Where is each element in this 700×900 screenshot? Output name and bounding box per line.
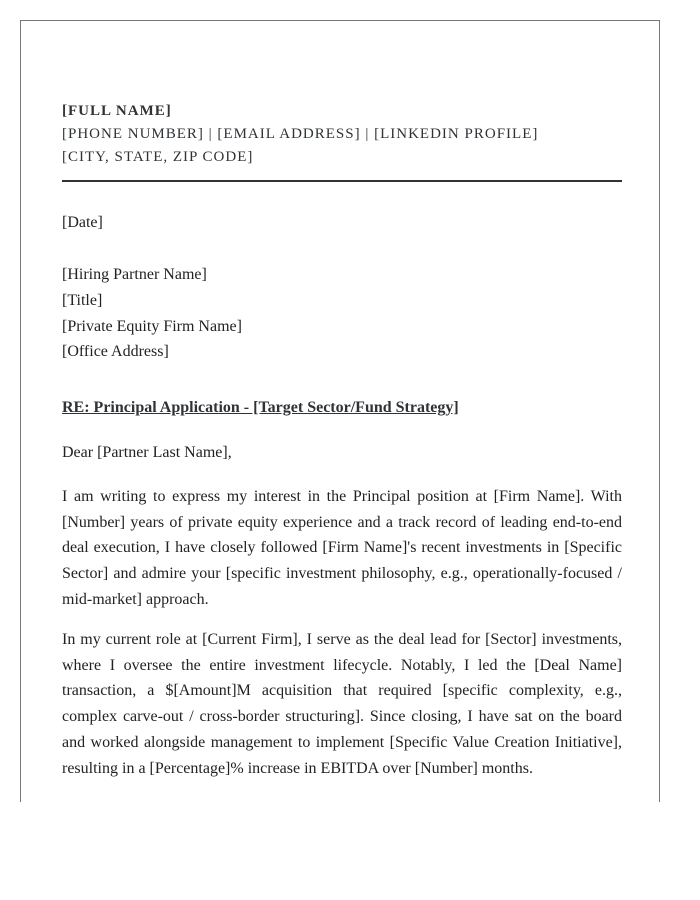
body-paragraph-2: In my current role at [Current Firm], I serve as the deal lead for [Sector] investments, where I oversee the entire investment lifecycle. Notably, I led the [Deal Name] transaction, a $[Amount]M acquisition that required [specific complexity, e.g., complex carve-out / cross-border structuring]. Since closing, I have sat on the board and worked alongside management to implement [Specific Value Creation Initiative], resulting in a [Percentage]% increase in EBITDA over [Number] months. [62, 631, 622, 777]
letter-page [20, 20, 660, 802]
recipient-title: [Title] [62, 292, 103, 309]
location-line: [CITY, STATE, ZIP CODE] [62, 149, 254, 165]
recipient-address: [Office Address] [62, 343, 169, 360]
recipient-name: [Hiring Partner Name] [62, 266, 207, 283]
salutation: Dear [Partner Last Name], [62, 444, 232, 461]
body-paragraph-1: I am writing to express my interest in the Principal position at [Firm Name]. With [Number] years of private equity experience and a track record of leading end-to-end deal execution, I have closely followed [Firm Name]'s recent investments in [Specific Sector] and admire your [specific investment philosophy, e.g., operationally-focused / mid-market] approach. [62, 488, 622, 608]
recipient-firm: [Private Equity Firm Name] [62, 318, 242, 335]
contact-line: [PHONE NUMBER] | [EMAIL ADDRESS] | [LINKEDIN PROFILE] [62, 126, 539, 142]
applicant-name: [FULL NAME] [62, 103, 172, 119]
header-divider [62, 180, 622, 182]
subject-line: RE: Principal Application - [Target Sector/Fund Strategy] [62, 399, 459, 416]
letter-date: [Date] [62, 214, 103, 231]
